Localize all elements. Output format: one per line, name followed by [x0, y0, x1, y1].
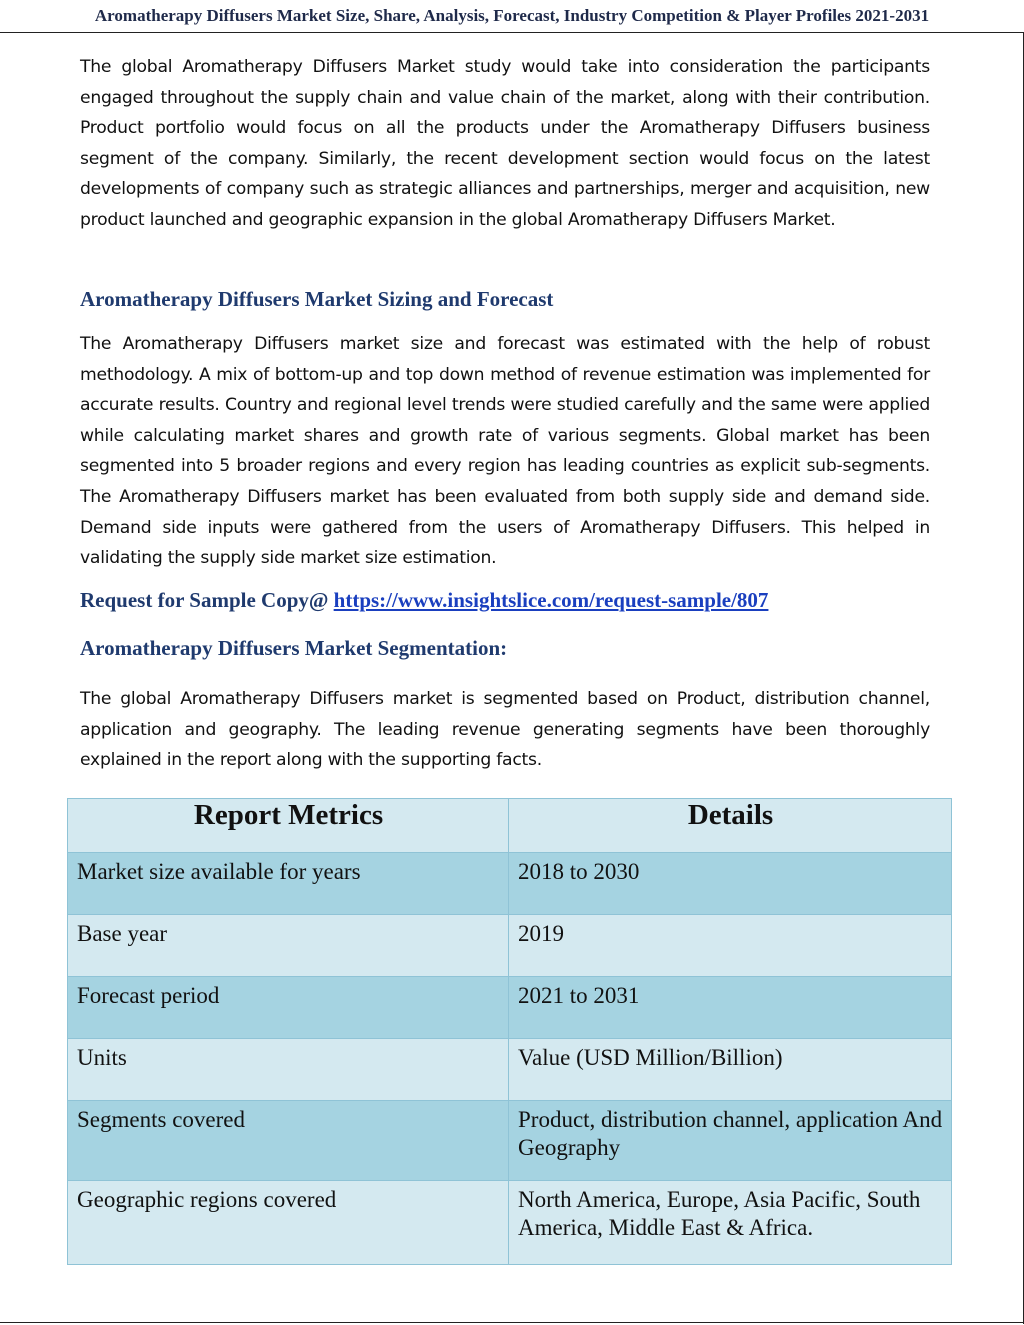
- table-cell-metric: Base year: [68, 915, 509, 977]
- table-row: [68, 977, 952, 1039]
- table-cell-metric: Segments covered: [68, 1101, 509, 1181]
- sizing-paragraph: The Aromatherapy Diffusers market size and forecast was estimated with the help of robust methodology. A mix of bottom-up and top down method of revenue estimation was implemented for accurate results. Country and regional level trends were studied carefully and the same were applied while calculating market shares and growth rate of various segments. Global market has been segmented into 5 broader regions and every region has leading countries as explicit sub-segments. The Aromatherapy Diffusers market has been evaluated from both supply side and demand side. Demand side inputs were gathered from the users of Aromatherapy Diffusers. This helped in validating the supply side market size estimation.: [80, 334, 930, 569]
- request-sample-link[interactable]: https://www.insightslice.com/request-sample/807: [333, 588, 769, 612]
- table-cell-metric: Market size available for years: [68, 853, 509, 915]
- table-cell-detail: 2021 to 2031: [509, 977, 952, 1039]
- document-header: Aromatherapy Diffusers Market Size, Share, Analysis, Forecast, Industry Competition & Player Profiles 2021-2031: [0, 0, 1024, 33]
- table-row: [68, 853, 952, 915]
- sizing-heading: Aromatherapy Diffusers Market Sizing and Forecast: [80, 287, 554, 311]
- table-row: [68, 1039, 952, 1101]
- table-cell-detail: North America, Europe, Asia Pacific, South America, Middle East & Africa.: [509, 1181, 952, 1265]
- report-metrics-table: [67, 798, 952, 1265]
- segmentation-paragraph: The global Aromatherapy Diffusers market is segmented based on Product, distribution channel, application and geography. The leading revenue generating segments have been thoroughly explained in the report along with the supporting facts.: [80, 689, 930, 771]
- table-header-details: Details: [509, 799, 952, 853]
- table-row: [68, 915, 952, 977]
- table-cell-detail: 2019: [509, 915, 952, 977]
- table-row: [68, 1181, 952, 1265]
- segmentation-heading: Aromatherapy Diffusers Market Segmentation:: [80, 636, 508, 660]
- bottom-border-rule: [0, 1322, 1024, 1323]
- intro-paragraph: The global Aromatherapy Diffusers Market study would take into consideration the participants engaged throughout the supply chain and value chain of the market, along with their contribution. Product portfolio would focus on all the products under the Aromatherapy Diffusers business segment of the company. Similarly, the recent development section would focus on the latest developments of company such as strategic alliances and partnerships, merger and acquisition, new product launched and geographic expansion in the global Aromatherapy Diffusers Market.: [80, 57, 930, 230]
- table-cell-metric: Forecast period: [68, 977, 509, 1039]
- table-cell-metric: Units: [68, 1039, 509, 1101]
- request-sample-line: [80, 588, 960, 613]
- table-cell-detail: Value (USD Million/Billion): [509, 1039, 952, 1101]
- table-cell-detail: 2018 to 2030: [509, 853, 952, 915]
- request-sample-label: Request for Sample Copy@: [80, 588, 334, 612]
- table-header-row: [68, 799, 952, 853]
- table-header-metrics: Report Metrics: [68, 799, 509, 853]
- table-cell-metric: Geographic regions covered: [68, 1181, 509, 1265]
- table-row: [68, 1101, 952, 1181]
- table-cell-detail: Product, distribution channel, application And Geography: [509, 1101, 952, 1181]
